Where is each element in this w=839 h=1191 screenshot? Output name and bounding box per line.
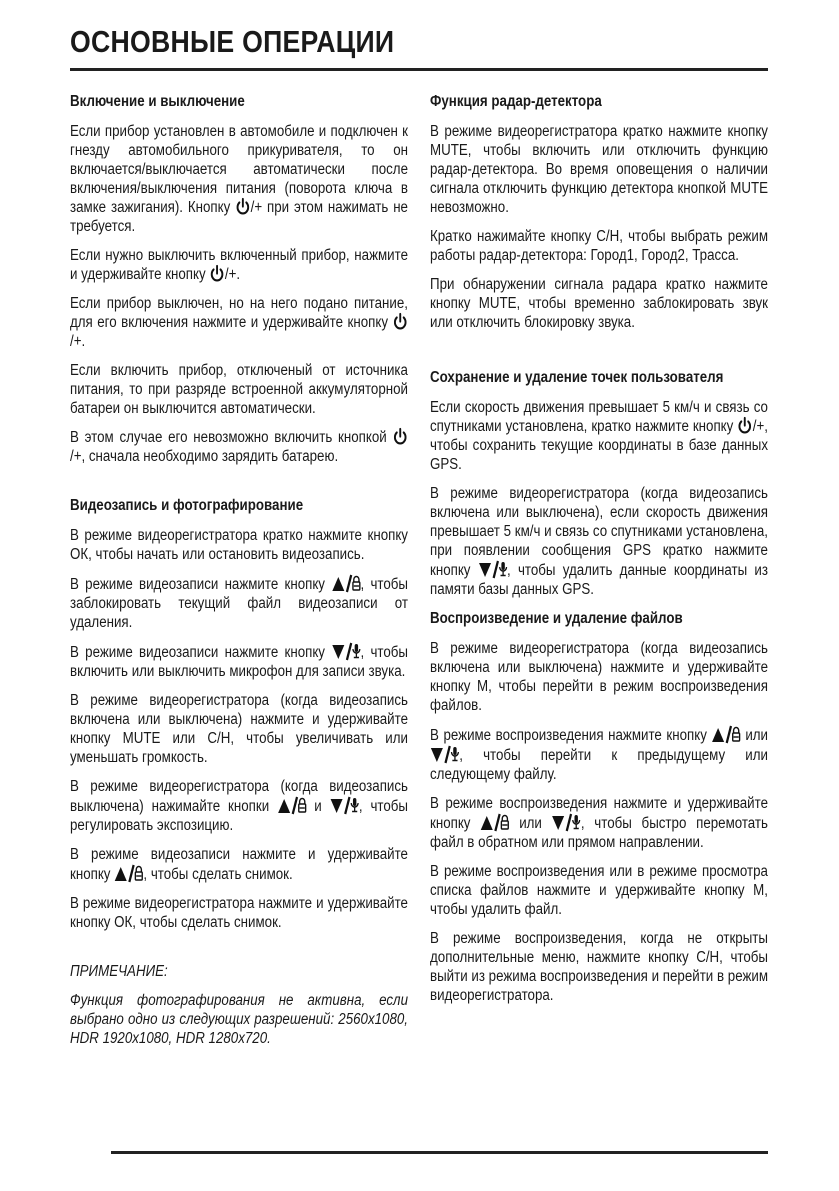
- power-icon: [737, 417, 752, 434]
- section-heading-user-points: Сохранение и удаление точек пользователя: [430, 369, 724, 386]
- up-lock-icon: [480, 813, 509, 831]
- up-lock-icon: [331, 574, 360, 592]
- paragraph: В режиме видеорегистратора кратко нажмите кнопку ОК, чтобы начать или остановить видеозапись.: [70, 527, 408, 563]
- paragraph: В режиме воспроизведения нажмите кнопку или , чтобы перейти к предыдущему или следующему файлу.: [430, 727, 768, 783]
- power-icon: [235, 198, 250, 215]
- paragraph: В режиме видеозаписи нажмите кнопку , чтобы заблокировать текущий файл видеозаписи от удаления.: [70, 576, 408, 631]
- paragraph: В режиме видеозаписи нажмите и удерживайте кнопку , чтобы сделать снимок.: [70, 846, 408, 883]
- paragraph: В режиме видеорегистратора (когда видеозапись включена или выключена) нажмите и удерживайте кнопку MUTE или С/Н, чтобы увеличивать или уменьшать громкость.: [70, 692, 408, 766]
- paragraph: В режиме воспроизведения или в режиме просмотра списка файлов нажмите и удерживайте кнопку М, чтобы удалить файл.: [430, 863, 768, 918]
- paragraph: При обнаружении сигнала радара кратко нажмите кнопку MUTE, чтобы временно заблокировать звук или отключить блокировку звука.: [430, 276, 768, 331]
- up-lock-icon: [711, 725, 740, 743]
- paragraph: В режиме видеорегистратора кратко нажмите кнопку MUTE, чтобы включить или отключить функцию радар-детектора. Во время оповещения о наличии сигнала отключить функцию детектора кнопкой MUTE невозможно.: [430, 123, 768, 216]
- section-heading-playback: Воспроизведение и удаление файлов: [430, 610, 683, 627]
- down-mic-icon: [331, 642, 360, 660]
- power-icon: [393, 313, 408, 330]
- up-lock-icon: [277, 796, 306, 814]
- paragraph: В режиме воспроизведения нажмите и удерживайте кнопку или , чтобы быстро перемотать файл в обратном или прямом направлении.: [430, 795, 768, 851]
- paragraph: В режиме видеозаписи нажмите кнопку , чтобы включить или выключить микрофон для записи звука.: [70, 644, 408, 680]
- section-heading-video: Видеозапись и фотографирование: [70, 497, 304, 514]
- down-mic-icon: [330, 796, 359, 814]
- footer-divider: [111, 1151, 768, 1154]
- power-icon: [209, 265, 224, 282]
- down-mic-icon: [552, 813, 581, 831]
- paragraph: Если включить прибор, отключеный от источника питания, то при разряде встроенной аккумуляторной батареи он выключится автоматически.: [70, 362, 408, 417]
- paragraph: В режиме видеорегистратора (когда видеозапись включена или выключена) нажмите и удерживайте кнопку М, чтобы перейти в режим воспроизведения файлов.: [430, 640, 768, 714]
- page-title: ОСНОВНЫЕ ОПЕРАЦИИ: [70, 24, 395, 59]
- paragraph: В режиме видеорегистратора (когда видеозапись включена или выключена), если скорость движения превышает 5 км/ч и связь со спутниками установлена, при появлении сообщения GPS кратко нажмите кнопку , чтобы удалить данные координаты из памяти базы данных GPS.: [430, 485, 768, 598]
- paragraph: Кратко нажимайте кнопку С/Н, чтобы выбрать режим работы радар-детектора: Город1, Город2, Трасса.: [430, 228, 768, 264]
- paragraph: В режиме видеорегистратора нажмите и удерживайте кнопку ОК, чтобы сделать снимок.: [70, 895, 408, 931]
- down-mic-icon: [478, 560, 507, 578]
- up-lock-icon: [114, 864, 143, 882]
- section-heading-radar: Функция радар-детектора: [430, 93, 602, 110]
- paragraph: Если скорость движения превышает 5 км/ч и связь со спутниками установлена, кратко нажмите кнопку /+, чтобы сохранить текущие координаты в базе данных GPS.: [430, 399, 768, 473]
- power-icon: [393, 428, 408, 445]
- paragraph: Если прибор установлен в автомобиле и подключен к гнезду автомобильного прикуривателя, то он включается/выключается автоматически после включения/выключения питания (поворота ключа в замке зажигания). Кнопку /+ при этом нажимать не требуется.: [70, 123, 408, 235]
- paragraph: Если прибор выключен, но на него подано питание, для его включения нажмите и удерживайте кнопку /+.: [70, 295, 408, 350]
- right-column: [430, 92, 768, 1015]
- note-title: ПРИМЕЧАНИЕ:: [70, 963, 168, 980]
- left-column: [70, 92, 408, 1058]
- section-heading-power: Включение и выключение: [70, 93, 245, 110]
- paragraph: В этом случае его невозможно включить кнопкой /+, сначала необходимо зарядить батарею.: [70, 428, 408, 466]
- title-divider: [70, 68, 768, 71]
- down-mic-icon: [430, 745, 459, 763]
- note-text: Функция фотографирования не активна, если выбрано одно из следующих разрешений: 2560x1080, HDR 1920x1080, HDR 1280x720.: [70, 992, 408, 1047]
- paragraph: В режиме видеорегистратора (когда видеозапись выключена) нажимайте кнопки и , чтобы регулировать экспозицию.: [70, 778, 408, 834]
- paragraph: В режиме воспроизведения, когда не открыты дополнительные меню, нажмите кнопку С/Н, чтобы выйти из режима воспроизведения и перейти в режим видеорегистратора.: [430, 930, 768, 1004]
- paragraph: Если нужно выключить включенный прибор, нажмите и удерживайте кнопку /+.: [70, 247, 408, 283]
